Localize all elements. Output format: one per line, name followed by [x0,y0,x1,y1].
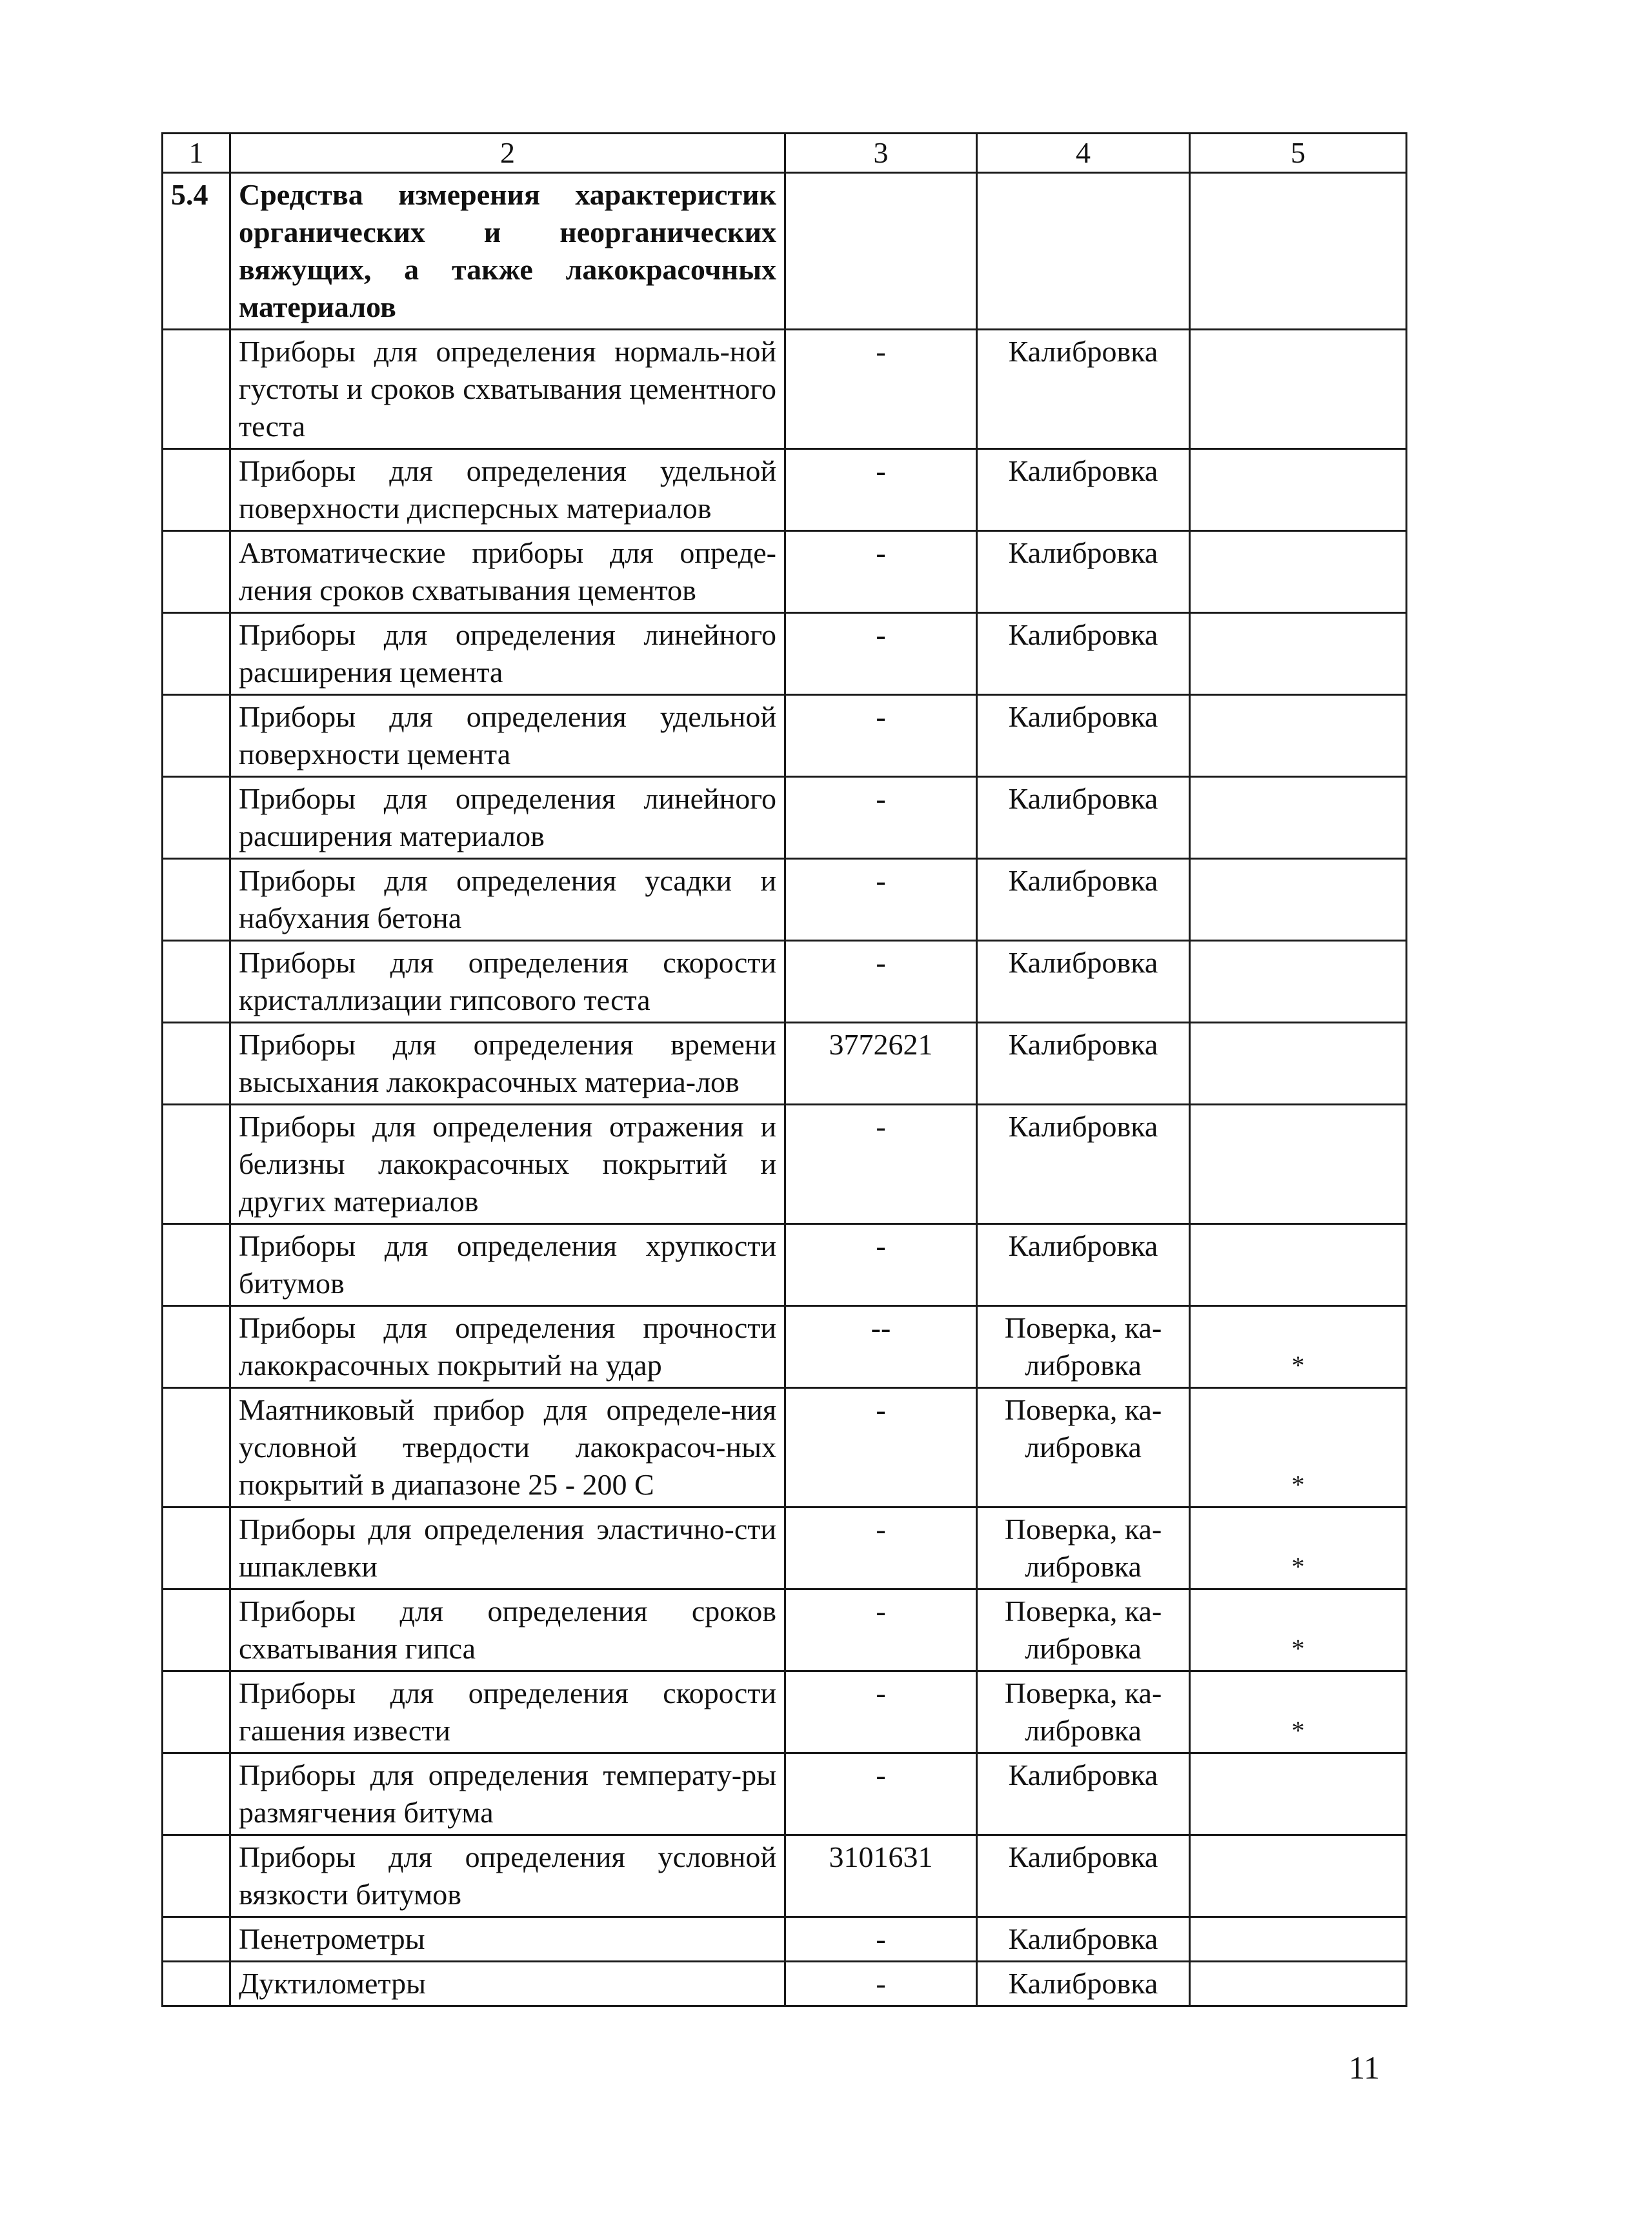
row-number [163,531,230,613]
table-row [163,1306,1407,1388]
row-number [163,1962,230,2006]
mark [1190,1023,1407,1105]
mark [1190,1105,1407,1224]
mark [1190,449,1407,531]
instrument-code: - [785,1917,977,1962]
row-number [163,1753,230,1835]
instrument-code: - [785,695,977,777]
row-number [163,777,230,859]
instrument-code: - [785,1507,977,1589]
verification-method: Поверка, ка-либровка [977,1507,1190,1589]
verification-method: Калибровка [977,613,1190,695]
table-row [163,1507,1407,1589]
verification-method: Поверка, ка-либровка [977,1589,1190,1671]
instrument-name: Приборы для определения нормаль-ной густоты и сроков схватывания цементного теста [230,330,785,449]
mark [1190,1917,1407,1962]
table-row [163,1835,1407,1917]
table-row [163,330,1407,449]
instrument-code: - [785,1388,977,1507]
instrument-name: Приборы для определения отражения и белизны лакокрасочных покрытий и других материалов [230,1105,785,1224]
row-number [163,941,230,1023]
instrument-name: Приборы для определения усадки и набухания бетона [230,859,785,941]
mark [1190,1835,1407,1917]
table-row [163,1962,1407,2006]
table-row [163,1917,1407,1962]
instrument-name: Приборы для определения хрупкости битумов [230,1224,785,1306]
header-col-3: 3 [785,134,977,173]
row-number [163,1224,230,1306]
header-col-5: 5 [1190,134,1407,173]
verification-method: Калибровка [977,1105,1190,1224]
instrument-name: Маятниковый прибор для определе-ния условной твердости лакокрасоч-ных покрытий в диапазоне 25 - 200 С [230,1388,785,1507]
verification-method: Калибровка [977,531,1190,613]
mark: * [1190,1589,1407,1671]
table-body [163,134,1407,2006]
instrument-code: - [785,1753,977,1835]
row-number [163,859,230,941]
instrument-code: - [785,449,977,531]
instrument-code: - [785,1105,977,1224]
mark [1190,1962,1407,2006]
instrument-code: - [785,941,977,1023]
row-number [163,1023,230,1105]
mark [1190,330,1407,449]
mark [1190,695,1407,777]
instrument-name: Дуктилометры [230,1962,785,2006]
table-row [163,1224,1407,1306]
instrument-name: Приборы для определения скорости кристаллизации гипсового теста [230,941,785,1023]
instrument-code: - [785,1962,977,2006]
mark: * [1190,1306,1407,1388]
mark [1190,613,1407,695]
row-number [163,695,230,777]
mark [1190,531,1407,613]
row-number [163,1105,230,1224]
instrument-name: Приборы для определения линейного расширения цемента [230,613,785,695]
row-number [163,1589,230,1671]
verification-method: Калибровка [977,941,1190,1023]
table-row [163,1753,1407,1835]
header-col-4: 4 [977,134,1190,173]
mark [1190,1753,1407,1835]
section-title: Средства измерения характеристик органических и неорганических вяжущих, а также лакокрасочных материалов [230,173,785,330]
table-row [163,1388,1407,1507]
header-row [163,134,1407,173]
table-row [163,1671,1407,1753]
row-number [163,1835,230,1917]
verification-method: Калибровка [977,1753,1190,1835]
verification-method: Калибровка [977,1023,1190,1105]
instrument-code: - [785,777,977,859]
instrument-code: - [785,1671,977,1753]
row-number [163,1306,230,1388]
row-number [163,330,230,449]
mark [1190,859,1407,941]
table-row [163,613,1407,695]
instrument-name: Автоматические приборы для опреде-ления сроков схватывания цементов [230,531,785,613]
table-row [163,531,1407,613]
verification-method: Калибровка [977,1835,1190,1917]
instrument-name: Приборы для определения условной вязкости битумов [230,1835,785,1917]
instrument-code: 3101631 [785,1835,977,1917]
verification-method: Калибровка [977,777,1190,859]
verification-method: Калибровка [977,859,1190,941]
row-number [163,613,230,695]
mark [1190,1224,1407,1306]
instrument-name: Приборы для определения температу-ры размягчения битума [230,1753,785,1835]
instrument-name: Приборы для определения линейного расширения материалов [230,777,785,859]
table-row [163,777,1407,859]
verification-method: Поверка, ка-либровка [977,1671,1190,1753]
instrument-code: - [785,330,977,449]
table-row [163,941,1407,1023]
instrument-code: 3772621 [785,1023,977,1105]
verification-method: Поверка, ка-либровка [977,1306,1190,1388]
instrument-name: Приборы для определения удельной поверхности дисперсных материалов [230,449,785,531]
instrument-code: - [785,859,977,941]
header-col-1: 1 [163,134,230,173]
instrument-name: Приборы для определения сроков схватывания гипса [230,1589,785,1671]
row-number [163,1388,230,1507]
verification-method: Калибровка [977,449,1190,531]
instrument-name: Приборы для определения скорости гашения извести [230,1671,785,1753]
verification-method: Калибровка [977,330,1190,449]
instrument-code: - [785,531,977,613]
instrument-code: - [785,1224,977,1306]
mark: * [1190,1671,1407,1753]
table-row [163,1589,1407,1671]
page-number: 11 [1349,2050,1380,2086]
instrument-name: Приборы для определения прочности лакокрасочных покрытий на удар [230,1306,785,1388]
instrument-name: Приборы для определения времени высыхания лакокрасочных материа-лов [230,1023,785,1105]
instrument-code: - [785,613,977,695]
section-row [163,173,1407,330]
header-col-2: 2 [230,134,785,173]
section-code [785,173,977,330]
mark: * [1190,1507,1407,1589]
table-row [163,859,1407,941]
verification-method: Калибровка [977,1224,1190,1306]
section-method [977,173,1190,330]
instrument-code: - [785,1589,977,1671]
instrument-name: Пенетрометры [230,1917,785,1962]
table-row [163,1105,1407,1224]
verification-method: Калибровка [977,1962,1190,2006]
table-row [163,695,1407,777]
verification-method: Калибровка [977,1917,1190,1962]
row-number [163,1917,230,1962]
section-mark [1190,173,1407,330]
table-row [163,449,1407,531]
instrument-name: Приборы для определения удельной поверхности цемента [230,695,785,777]
mark [1190,777,1407,859]
mark: * [1190,1388,1407,1507]
row-number [163,1671,230,1753]
instruments-table [161,132,1407,2007]
mark [1190,941,1407,1023]
table-row [163,1023,1407,1105]
verification-method: Калибровка [977,695,1190,777]
section-number: 5.4 [163,173,230,330]
row-number [163,449,230,531]
instrument-name: Приборы для определения эластично-сти шпаклевки [230,1507,785,1589]
verification-method: Поверка, ка-либровка [977,1388,1190,1507]
row-number [163,1507,230,1589]
instrument-code: -- [785,1306,977,1388]
